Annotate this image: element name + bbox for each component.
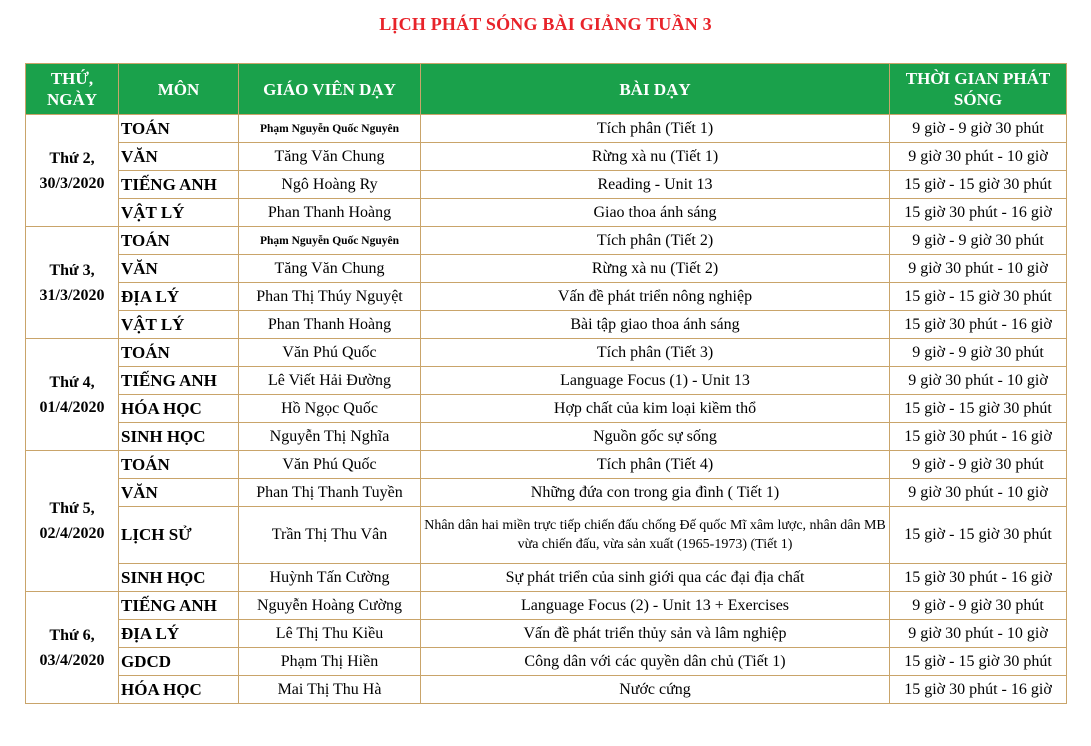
subject-cell: ĐỊA LÝ [119,283,239,311]
subject-cell: VĂN [119,255,239,283]
table-row [26,395,1067,423]
subject-cell: ĐỊA LÝ [119,620,239,648]
teacher-cell: Văn Phú Quốc [239,339,421,367]
teacher-cell: Lê Thị Thu Kiều [239,620,421,648]
broadcast-schedule-table [25,63,1067,704]
day-cell: Thứ 2, 30/3/2020 [26,115,119,227]
lesson-cell: Rừng xà nu (Tiết 1) [421,143,890,171]
time-cell: 15 giờ 30 phút - 16 giờ [890,564,1067,592]
header-lesson: BÀI DẠY [421,64,890,115]
time-cell: 15 giờ 30 phút - 16 giờ [890,199,1067,227]
subject-cell: TOÁN [119,339,239,367]
teacher-cell: Nguyễn Hoàng Cường [239,592,421,620]
teacher-cell: Lê Viết Hải Đường [239,367,421,395]
teacher-cell: Mai Thị Thu Hà [239,676,421,704]
time-cell: 15 giờ 30 phút - 16 giờ [890,423,1067,451]
teacher-cell: Văn Phú Quốc [239,451,421,479]
teacher-cell: Phạm Nguyễn Quốc Nguyên [239,227,421,255]
table-row [26,339,1067,367]
teacher-cell: Phan Thanh Hoàng [239,311,421,339]
lesson-cell: Language Focus (1) - Unit 13 [421,367,890,395]
lesson-cell: Vấn đề phát triển thủy sản và lâm nghiệp [421,620,890,648]
teacher-cell: Ngô Hoàng Ry [239,171,421,199]
time-cell: 15 giờ - 15 giờ 30 phút [890,395,1067,423]
teacher-cell: Nguyễn Thị Nghĩa [239,423,421,451]
teacher-cell: Huỳnh Tấn Cường [239,564,421,592]
subject-cell: HÓA HỌC [119,676,239,704]
table-row [26,115,1067,143]
time-cell: 15 giờ - 15 giờ 30 phút [890,283,1067,311]
table-row [26,311,1067,339]
lesson-cell: Vấn đề phát triển nông nghiệp [421,283,890,311]
table-row [26,507,1067,564]
time-cell: 9 giờ 30 phút - 10 giờ [890,367,1067,395]
subject-cell: GDCD [119,648,239,676]
table-row [26,367,1067,395]
lesson-cell: Nhân dân hai miền trực tiếp chiến đấu chống Đế quốc Mĩ xâm lược, nhân dân MB vừa chiến đấu, vừa sản xuất (1965-1973) (Tiết 1) [421,507,890,564]
time-cell: 9 giờ - 9 giờ 30 phút [890,592,1067,620]
table-row [26,451,1067,479]
lesson-cell: Tích phân (Tiết 3) [421,339,890,367]
lesson-cell: Nguồn gốc sự sống [421,423,890,451]
header-subject: MÔN [119,64,239,115]
time-cell: 9 giờ 30 phút - 10 giờ [890,479,1067,507]
subject-cell: TOÁN [119,227,239,255]
table-row [26,283,1067,311]
lesson-cell: Công dân với các quyền dân chủ (Tiết 1) [421,648,890,676]
lesson-cell: Rừng xà nu (Tiết 2) [421,255,890,283]
day-cell: Thứ 5, 02/4/2020 [26,451,119,592]
time-cell: 9 giờ - 9 giờ 30 phút [890,227,1067,255]
table-row [26,227,1067,255]
teacher-cell: Phạm Nguyễn Quốc Nguyên [239,115,421,143]
subject-cell: VĂN [119,143,239,171]
day-cell: Thứ 6, 03/4/2020 [26,592,119,704]
lesson-cell: Bài tập giao thoa ánh sáng [421,311,890,339]
subject-cell: HÓA HỌC [119,395,239,423]
subject-cell: TIẾNG ANH [119,367,239,395]
teacher-cell: Phan Thị Thúy Nguyệt [239,283,421,311]
time-cell: 15 giờ 30 phút - 16 giờ [890,311,1067,339]
lesson-cell: Sự phát triển của sinh giới qua các đại địa chất [421,564,890,592]
teacher-cell: Phan Thanh Hoàng [239,199,421,227]
time-cell: 9 giờ 30 phút - 10 giờ [890,620,1067,648]
teacher-cell: Phạm Thị Hiền [239,648,421,676]
page-title: LỊCH PHÁT SÓNG BÀI GIẢNG TUẦN 3 [379,14,712,34]
header-day: THỨ, NGÀY [26,64,119,115]
header-teacher: GIÁO VIÊN DẠY [239,64,421,115]
table-row [26,648,1067,676]
header-time: THỜI GIAN PHÁT SÓNG [890,64,1067,115]
table-row [26,564,1067,592]
table-row [26,676,1067,704]
time-cell: 9 giờ - 9 giờ 30 phút [890,339,1067,367]
subject-cell: TOÁN [119,115,239,143]
lesson-cell: Nước cứng [421,676,890,704]
lesson-cell: Reading - Unit 13 [421,171,890,199]
day-cell: Thứ 3, 31/3/2020 [26,227,119,339]
lesson-cell: Giao thoa ánh sáng [421,199,890,227]
time-cell: 9 giờ - 9 giờ 30 phút [890,451,1067,479]
time-cell: 15 giờ 30 phút - 16 giờ [890,676,1067,704]
teacher-cell: Tăng Văn Chung [239,255,421,283]
teacher-cell: Trần Thị Thu Vân [239,507,421,564]
subject-cell: VĂN [119,479,239,507]
subject-cell: VẬT LÝ [119,311,239,339]
table-row [26,255,1067,283]
time-cell: 15 giờ - 15 giờ 30 phút [890,648,1067,676]
table-row [26,592,1067,620]
header-row [26,64,1067,115]
table-row [26,423,1067,451]
subject-cell: TOÁN [119,451,239,479]
lesson-cell: Tích phân (Tiết 1) [421,115,890,143]
time-cell: 9 giờ 30 phút - 10 giờ [890,255,1067,283]
table-row [26,199,1067,227]
time-cell: 9 giờ - 9 giờ 30 phút [890,115,1067,143]
teacher-cell: Phan Thị Thanh Tuyền [239,479,421,507]
lesson-cell: Tích phân (Tiết 4) [421,451,890,479]
subject-cell: SINH HỌC [119,423,239,451]
lesson-cell: Tích phân (Tiết 2) [421,227,890,255]
time-cell: 15 giờ - 15 giờ 30 phút [890,171,1067,199]
subject-cell: SINH HỌC [119,564,239,592]
table-row [26,620,1067,648]
subject-cell: TIẾNG ANH [119,592,239,620]
subject-cell: VẬT LÝ [119,199,239,227]
lesson-cell: Hợp chất của kim loại kiềm thổ [421,395,890,423]
time-cell: 15 giờ - 15 giờ 30 phút [890,507,1067,564]
teacher-cell: Tăng Văn Chung [239,143,421,171]
table-row [26,143,1067,171]
subject-cell: LỊCH SỬ [119,507,239,564]
table-row [26,479,1067,507]
table-row [26,171,1067,199]
lesson-cell: Language Focus (2) - Unit 13 + Exercises [421,592,890,620]
subject-cell: TIẾNG ANH [119,171,239,199]
day-cell: Thứ 4, 01/4/2020 [26,339,119,451]
teacher-cell: Hồ Ngọc Quốc [239,395,421,423]
lesson-cell: Những đứa con trong gia đình ( Tiết 1) [421,479,890,507]
time-cell: 9 giờ 30 phút - 10 giờ [890,143,1067,171]
